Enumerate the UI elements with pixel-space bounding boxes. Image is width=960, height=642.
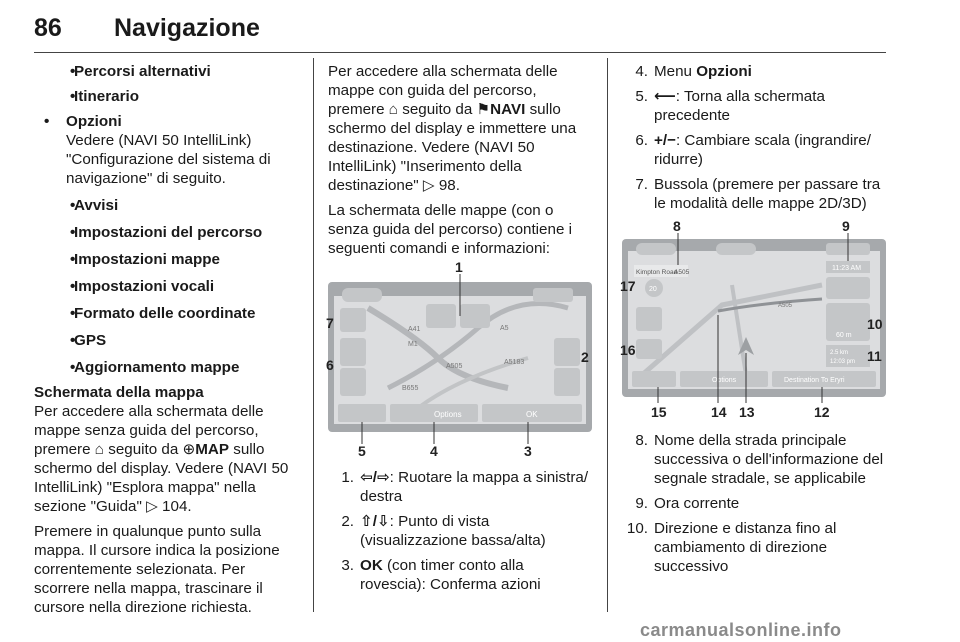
compass-button: [636, 307, 662, 331]
top-mid-button: [716, 243, 756, 255]
home-icon: ⌂: [94, 441, 104, 458]
opzioni-sub-7: • Aggiornamento mappe: [70, 359, 240, 376]
callout-17: 17: [620, 278, 636, 294]
contents-paragraph: La schermata delle mappe (con o senza guida del percorso) contiene i seguenti comandi e informazioni:: [328, 202, 572, 257]
watermark: carmanualsonline.info: [640, 620, 842, 640]
callout-16: 16: [620, 342, 636, 358]
column-divider-2: [607, 58, 608, 612]
page-number: 86: [34, 14, 62, 42]
opzioni-sub-4: • Impostazioni vocali: [70, 278, 215, 295]
map-road-label: A505: [778, 303, 793, 309]
page-header: [34, 14, 886, 50]
view-arrows-icon: ⇧/⇩: [360, 513, 390, 530]
callout-6: 6: [326, 357, 334, 373]
callout-8: 8: [673, 218, 681, 234]
rotate-arrows-icon: ⇦/⇨: [360, 469, 390, 486]
opzioni-sub-1: • Avvisi: [70, 197, 119, 214]
opzioni-item: • Opzioni: [44, 113, 122, 130]
callout-2: 2: [581, 349, 589, 365]
list-item-6: 6. +/−: Cambiare scala (ingrandire/ ridurre): [635, 132, 871, 168]
callout-5: 5: [358, 443, 366, 459]
opzioni-sub-5: • Formato delle coordinate: [70, 305, 256, 322]
sub-item-1: • Percorsi alternativi: [70, 63, 211, 80]
home-button: [632, 371, 676, 387]
callout-4: 4: [430, 443, 438, 459]
map-screen-paragraph: Per accedere alla schermata delle mappe senza guida del percorso, premere ⌂ seguito da ⊕MAP sullo schermo del display. Vedere (NAVI 50 IntelliLink) "Esplora mappa" nella sezione "Guida" ▷ 104.: [34, 403, 289, 515]
page-title: Navigazione: [114, 14, 260, 42]
map-screen-2-drawing: [622, 225, 886, 421]
road-code-label: A505: [674, 269, 690, 276]
column-divider-1: [313, 58, 314, 612]
options-label: Options: [434, 410, 462, 419]
zoom-out-button: [340, 368, 366, 396]
road-label: M1: [408, 341, 418, 348]
trip-distance: 2.5 km: [830, 350, 849, 356]
column-3: [622, 62, 886, 576]
section-heading: Schermata della mappa: [34, 384, 204, 401]
list-item-1: 1. ⇦/⇨: Ruotare la mappa a sinistra/ destra: [341, 469, 589, 505]
callout-3: 3: [524, 443, 532, 459]
opzioni-sub-2: • Impostazioni del percorso: [70, 224, 263, 241]
callout-1: 1: [455, 259, 463, 275]
home-icon: ⌂: [388, 101, 398, 118]
road-label: A505: [446, 363, 463, 370]
road-label: A41: [408, 326, 421, 333]
list-item-4: 4. Menu Opzioni: [635, 63, 752, 80]
list-item-7: 7. Bussola (premere per passare tra le modalità delle mappe 2D/3D): [635, 176, 881, 212]
callout-15: 15: [651, 404, 667, 420]
options-label: Options: [712, 377, 737, 384]
destination-label: Destination To Eryri: [784, 377, 845, 384]
trip-eta: 12:03 pm: [830, 359, 856, 365]
top-right-button: [533, 288, 573, 302]
callout-12: 12: [814, 404, 830, 420]
opzioni-sub-3: • Impostazioni mappe: [70, 251, 220, 268]
callout-11: 11: [867, 348, 882, 364]
column-1: [34, 62, 302, 617]
map-compass-icon: ⊕: [182, 441, 196, 458]
guided-map-paragraph: Per accedere alla schermata delle mappe con guida del percorso, premere ⌂ seguito da ⚑NAVI sullo schermo del display e immettere una destinazione. Vedere (NAVI 50 IntelliLink) "Inserimento della destinazione" ▷ 98.: [328, 63, 577, 194]
ok-label: OK: [526, 410, 538, 419]
back-button: [338, 404, 386, 422]
mute-button: [636, 339, 662, 359]
opzioni-description: Vedere (NAVI 50 IntelliLink) "Configurazione del sistema di navigazione" di seguito.: [66, 132, 271, 187]
cursor-paragraph: Premere in qualunque punto sulla mappa. Il cursore indica la posizione correntemente selezionata. Per scorrere nella mappa, trascinare il cursore nella direzione richiesta.: [34, 523, 280, 616]
map-screen-image-2: [620, 218, 886, 421]
callout-14: 14: [711, 404, 727, 420]
rotate-right-button: [460, 304, 490, 328]
flag-icon: ⚑: [476, 101, 491, 118]
road-name-label: Kimpton Road: [636, 269, 678, 276]
callout-13: 13: [739, 404, 755, 420]
road-label: A5: [500, 325, 509, 332]
opzioni-sub-6: • GPS: [70, 332, 107, 349]
callout-9: 9: [842, 218, 850, 234]
list-item-5: 5. ⟵: Torna alla schermata precedente: [635, 88, 825, 124]
top-left-button: [342, 288, 382, 302]
turn-distance: 60 m: [836, 332, 852, 339]
page-ref-icon: ▷: [422, 177, 435, 194]
column-2: [328, 62, 592, 594]
header-rule: [34, 52, 886, 53]
scale-label: 20: [649, 286, 657, 293]
zoom-in-button: [340, 338, 366, 366]
callout-7: 7: [326, 315, 334, 331]
top-left-button: [636, 243, 676, 255]
view-down-button: [554, 368, 580, 396]
rotate-left-button: [426, 304, 456, 328]
back-arrow-icon: ⟵: [654, 88, 676, 105]
map-screen-1-drawing: [328, 268, 592, 458]
road-label: A5183: [504, 359, 525, 366]
list-item-3: 3. OK (con timer conto alla rovescia): Conferma azioni: [341, 557, 541, 593]
view-up-button: [554, 338, 580, 366]
sub-item-2: • Itinerario: [70, 88, 139, 105]
list-item-10: 10. Direzione e distanza fino al cambiamento di direzione successivo: [626, 520, 837, 575]
map-screen-image-1: [326, 259, 592, 459]
compass-button: [340, 308, 366, 332]
page-ref-icon: ▷: [146, 498, 158, 515]
list-item-8: 8. Nome della strada principale successiva o dell'informazione del segnale stradale, se applicabile: [635, 432, 884, 487]
road-label: B655: [402, 385, 419, 392]
list-item-9: 9. Ora corrente: [635, 495, 740, 512]
zoom-icon: +/−: [654, 132, 676, 149]
recalculate-button: [826, 277, 870, 299]
list-item-2: 2. ⇧/⇩: Punto di vista (visualizzazione bassa/alta): [341, 513, 546, 549]
callout-10: 10: [867, 316, 883, 332]
clock-label: 11:23 AM: [832, 265, 862, 272]
